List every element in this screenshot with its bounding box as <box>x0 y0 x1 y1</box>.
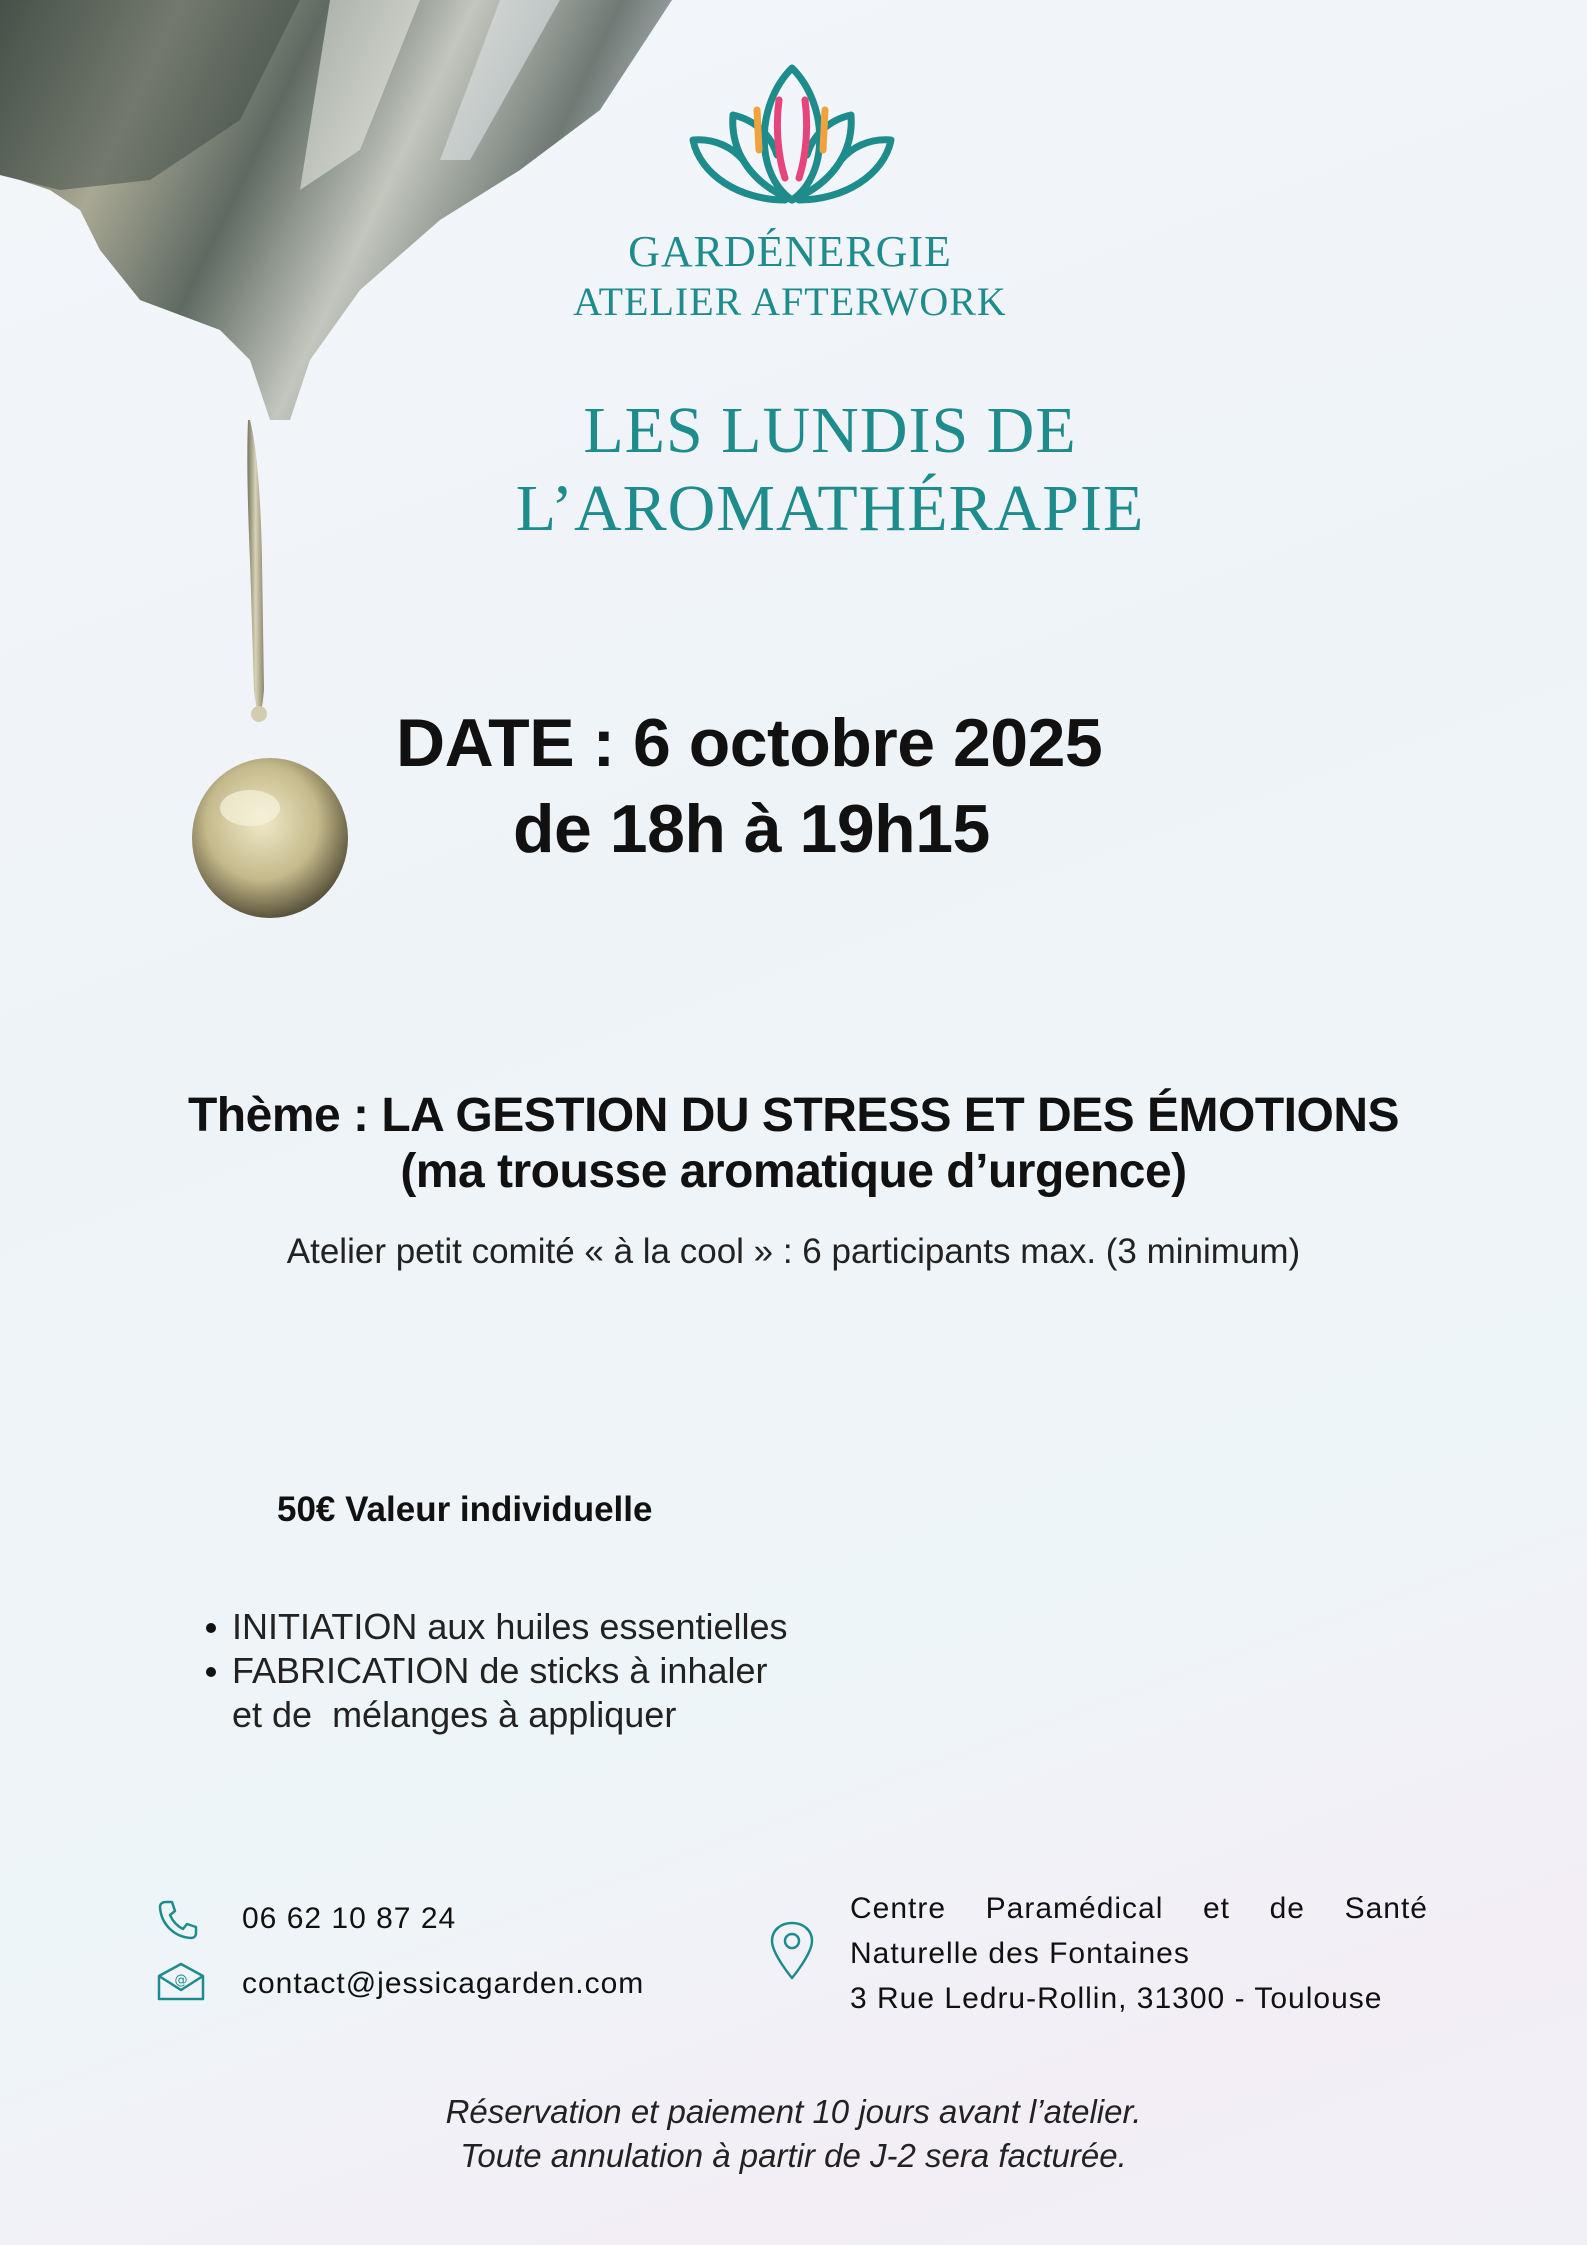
event-time: de 18h à 19h15 <box>513 791 990 867</box>
title-line-2: L’AROMATHÉRAPIE <box>515 472 1145 545</box>
venue-address <box>850 1886 1428 2021</box>
theme-line-2: (ma trousse aromatique d’urgence) <box>400 1145 1187 1198</box>
theme-heading <box>60 1088 1527 1200</box>
bullet-dot <box>206 1667 216 1677</box>
address-line-1: Centre Paramédical et de Santé <box>850 1892 1428 1925</box>
price-label: 50€ Valeur individuelle <box>277 1490 653 1529</box>
theme-line-1: Thème : LA GESTION DU STRESS ET DES ÉMOTIONS <box>187 1089 1400 1142</box>
list-item-text-continued: et de mélanges à appliquer <box>232 1694 677 1735</box>
booking-terms-line-1: Réservation et paiement 10 jours avant l’atelier. <box>445 2093 1142 2130</box>
event-date: DATE : 6 octobre 2025 <box>396 705 1103 781</box>
list-item-text: FABRICATION de sticks à inhaler <box>232 1650 768 1691</box>
brand-name: GARDÉNERGIE <box>628 227 952 276</box>
brand-subtitle: ATELIER AFTERWORK <box>573 279 1007 324</box>
lotus-logo-icon <box>685 60 899 210</box>
list-item <box>232 1649 788 1737</box>
svg-text:@: @ <box>174 1973 188 1988</box>
address-line-2: Naturelle des Fontaines <box>850 1937 1190 1970</box>
bullet-dot <box>206 1623 216 1633</box>
title-line-1: LES LUNDIS DE <box>583 394 1077 467</box>
list-item-text: INITIATION aux huiles essentielles <box>232 1606 788 1647</box>
phone-icon <box>156 1898 200 1942</box>
email-icon <box>156 1962 206 2002</box>
participants-note: Atelier petit comité « à la cool » : 6 participants max. (3 minimum) <box>286 1232 1301 1271</box>
email-address[interactable]: contact@jessicagarden.com <box>242 1967 645 2000</box>
booking-terms <box>0 2090 1587 2178</box>
page-title <box>470 392 1190 548</box>
list-item <box>232 1605 788 1649</box>
address-line-3: 3 Rue Ledru-Rollin, 31300 - Toulouse <box>850 1982 1383 2015</box>
activities-list <box>232 1605 788 1737</box>
location-pin-icon <box>768 1920 816 1980</box>
phone-number[interactable]: 06 62 10 87 24 <box>242 1902 457 1935</box>
booking-terms-line-2: Toute annulation à partir de J-2 sera facturée. <box>460 2137 1127 2174</box>
